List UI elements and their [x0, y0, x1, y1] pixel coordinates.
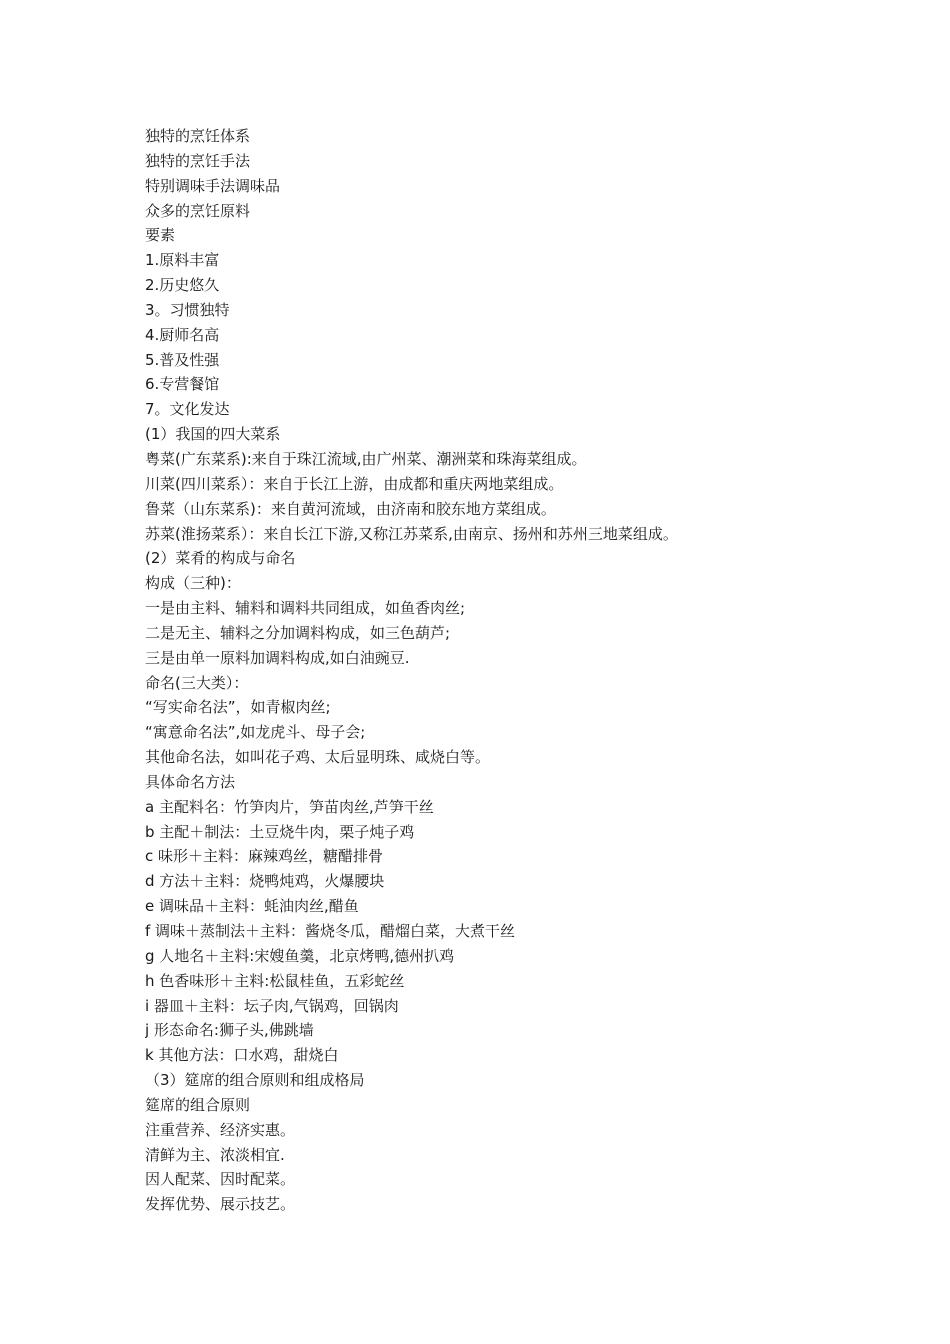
text-line: a 主配料名：竹笋肉片，笋苗肉丝,芦笋干丝 — [145, 797, 434, 816]
text-line: 6.专营餐馆 — [145, 375, 220, 394]
text-line: 一是由主料、辅料和调料共同组成，如鱼香肉丝; — [145, 599, 466, 618]
text-line: 苏菜(淮扬菜系）：来自长江下游,又称江苏菜系,由南京、扬州和苏州三地菜组成。 — [145, 524, 678, 543]
document-body — [145, 124, 925, 1217]
text-line: 发挥优势、展示技艺。 — [145, 1195, 296, 1214]
text-line: 注重营养、经济实惠。 — [145, 1120, 296, 1139]
text-line: 因人配菜、因时配菜。 — [145, 1170, 296, 1189]
text-line: 4.厨师名高 — [145, 325, 220, 344]
text-line: 构成（三种)： — [145, 574, 241, 593]
text-line: 独特的烹饪体系 — [145, 127, 251, 145]
text-line: 具体命名方法 — [145, 772, 236, 791]
text-line: c 味形＋主料：麻辣鸡丝，糖醋排骨 — [145, 847, 384, 866]
text-line: 2.历史悠久 — [145, 276, 220, 295]
text-line: 3。习惯独特 — [145, 300, 230, 319]
text-line: （3）筵席的组合原则和组成格局 — [145, 1071, 365, 1090]
text-line: 7。文化发达 — [145, 400, 230, 419]
text-line: e 调味品＋主料：蚝油肉丝,醋鱼 — [145, 897, 359, 916]
text-line: g 人地名＋主料:宋嫂鱼羹，北京烤鸭,德州扒鸡 — [145, 946, 455, 965]
text-line: (2）菜肴的构成与命名 — [145, 549, 296, 568]
text-line: 三是由单一原料加调料构成,如白油豌豆. — [145, 648, 410, 667]
text-line: 清鲜为主、浓淡相宜. — [145, 1145, 285, 1164]
text-line: 5.普及性强 — [145, 350, 220, 369]
text-line: 命名(三大类）： — [145, 673, 249, 692]
text-line: 独特的烹饪手法 — [145, 151, 251, 170]
text-line: 特别调味手法调味品 — [145, 176, 281, 195]
text-line: d 方法＋主料：烧鸭炖鸡，火爆腰块 — [145, 872, 385, 891]
text-line: 二是无主、辅料之分加调料构成，如三色葫芦; — [145, 623, 451, 642]
text-line: h 色香味形＋主料:松鼠桂鱼，五彩蛇丝 — [145, 971, 405, 990]
text-line: k 其他方法：口水鸡，甜烧白 — [145, 1046, 339, 1065]
text-line: b 主配＋制法：土豆烧牛肉，栗子炖子鸡 — [145, 822, 415, 841]
text-line: 鲁菜（山东菜系)：来自黄河流域，由济南和胶东地方菜组成。 — [145, 499, 556, 518]
text-line: 筵席的组合原则 — [145, 1095, 251, 1114]
text-line: 要素 — [145, 226, 176, 245]
text-line: f 调味＋蒸制法＋主料：酱烧冬瓜，醋熘白菜，大煮干丝 — [145, 922, 516, 940]
text-line: 粤菜(广东菜系):来自于珠江流域,由广州菜、潮洲菜和珠海菜组成。 — [145, 449, 587, 468]
text-line: “寓意命名法”,如龙虎斗、母子会; — [145, 723, 366, 742]
text-line: i 器皿＋主料：坛子肉,气锅鸡，回锅肉 — [145, 996, 399, 1015]
text-line: j 形态命名:狮子头,佛跳墙 — [145, 1021, 314, 1040]
text-line: 众多的烹饪原料 — [145, 201, 251, 220]
text-line: 川菜(四川菜系）：来自于长江上游，由成都和重庆两地菜组成。 — [145, 474, 564, 493]
text-line: (1）我国的四大菜系 — [145, 425, 281, 444]
text-line: 其他命名法，如叫花子鸡、太后显明珠、咸烧白等。 — [145, 748, 491, 767]
text-line: “写实命名法”，如青椒肉丝; — [145, 698, 331, 717]
text-line: 1.原料丰富 — [145, 251, 220, 270]
